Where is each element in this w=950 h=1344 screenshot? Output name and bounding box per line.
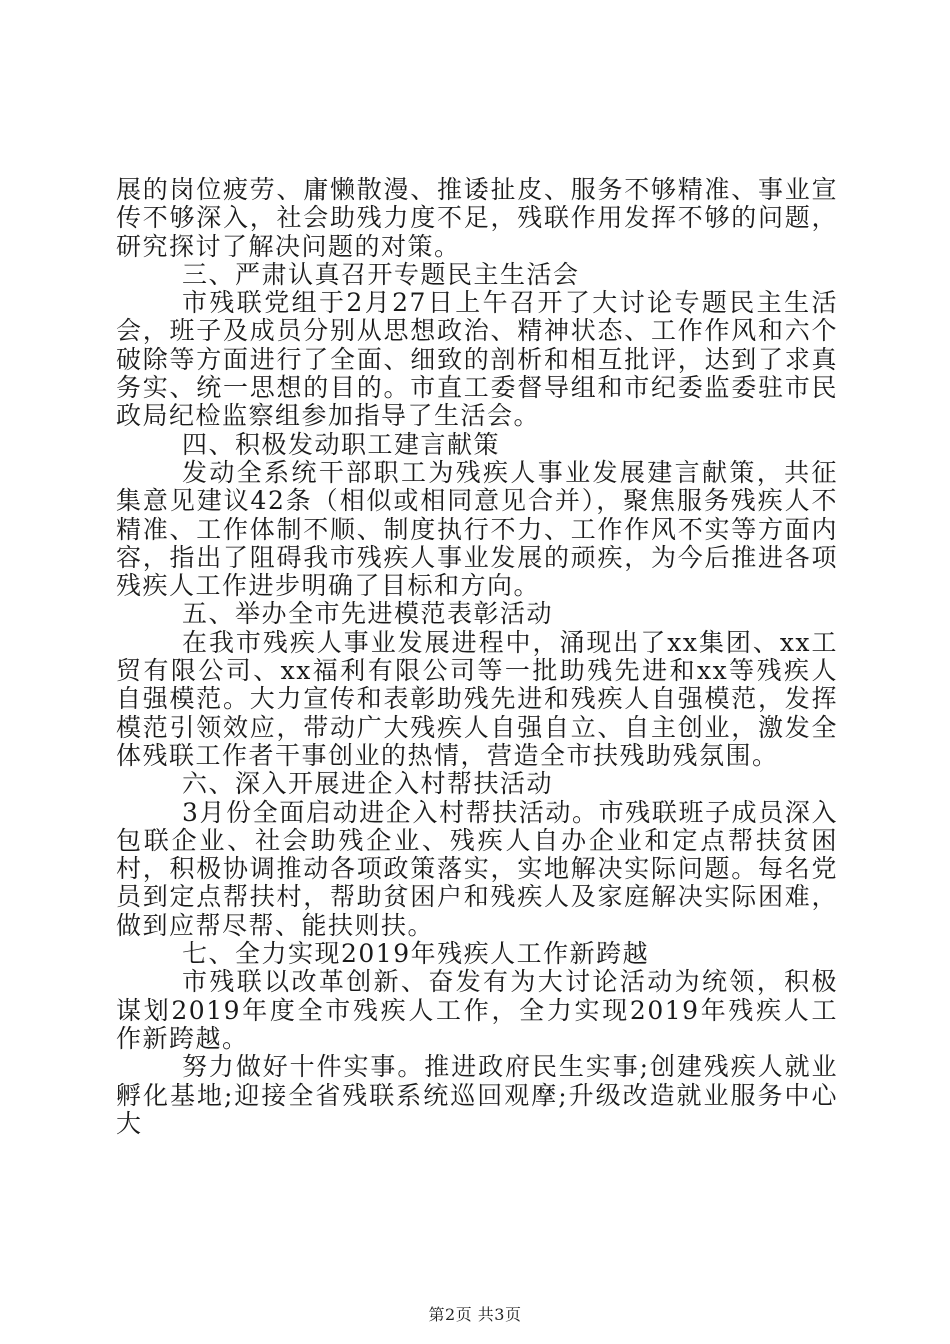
paragraph: 市残联以改革创新、奋发有为大讨论活动为统领，积极谋划2019年度全市残疾人工作，全力实现2019年残疾人工作新跨越。 — [116, 967, 838, 1053]
document-body — [116, 176, 838, 1138]
paragraph: 3月份全面启动进企入村帮扶活动。市残联班子成员深入包联企业、社会助残企业、残疾人自办企业和定点帮扶贫困村，积极协调推动各项政策落实，实地解决实际问题。每名党员到定点帮扶村，帮助贫困户和残疾人及家庭解决实际困难，做到应帮尽帮、能扶则扶。 — [116, 797, 838, 940]
paragraph: 发动全系统干部职工为残疾人事业发展建言献策，共征集意见建议42条（相似或相同意见合并），聚焦服务残疾人不精准、工作体制不顺、制度执行不力、工作作风不实等方面内容，指出了阻碍我市残疾人事业发展的顽疾，为今后推进各项残疾人工作进步明确了目标和方向。 — [116, 457, 838, 601]
paragraph: 市残联党组于2月27日上午召开了大讨论专题民主生活会，班子及成员分别从思想政治、精神状态、工作作风和六个破除等方面进行了全面、细致的剖析和相互批评，达到了求真务实、统一思想的目的。市直工委督导组和市纪委监委驻市民政局纪检监察组参加指导了生活会。 — [116, 288, 838, 431]
section-heading-4: 四、积极发动职工建言献策 — [182, 429, 501, 459]
section-heading-7: 七、全力实现2019年残疾人工作新跨越 — [182, 939, 650, 969]
section-heading-3: 三、严肃认真召开专题民主生活会 — [182, 259, 580, 289]
paragraph: 在我市残疾人事业发展进程中，涌现出了xx集团、xx工贸有限公司、xx福利有限公司等一批助残先进和xx等残疾人自强模范。大力宣传和表彰助残先进和残疾人自强模范，发挥模范引领效应，带动广大残疾人自强自立、自主创业，激发全体残联工作者干事创业的热情，营造全市扶残助残氛围。 — [116, 627, 838, 770]
page-footer: 第2页 共3页 — [428, 1305, 522, 1324]
paragraph-continued: 展的岗位疲劳、庸懒散漫、推诿扯皮、服务不够精准、事业宣传不够深入，社会助残力度不足，残联作用发挥不够的问题，研究探讨了解决问题的对策。 — [116, 175, 838, 261]
section-heading-5: 五、举办全市先进模范表彰活动 — [182, 599, 554, 629]
paragraph: 努力做好十件实事。推进政府民生实事;创建残疾人就业孵化基地;迎接全省残联系统巡回观摩;升级改造就业服务中心大 — [116, 1052, 838, 1138]
section-heading-6: 六、深入开展进企入村帮扶活动 — [182, 769, 554, 799]
